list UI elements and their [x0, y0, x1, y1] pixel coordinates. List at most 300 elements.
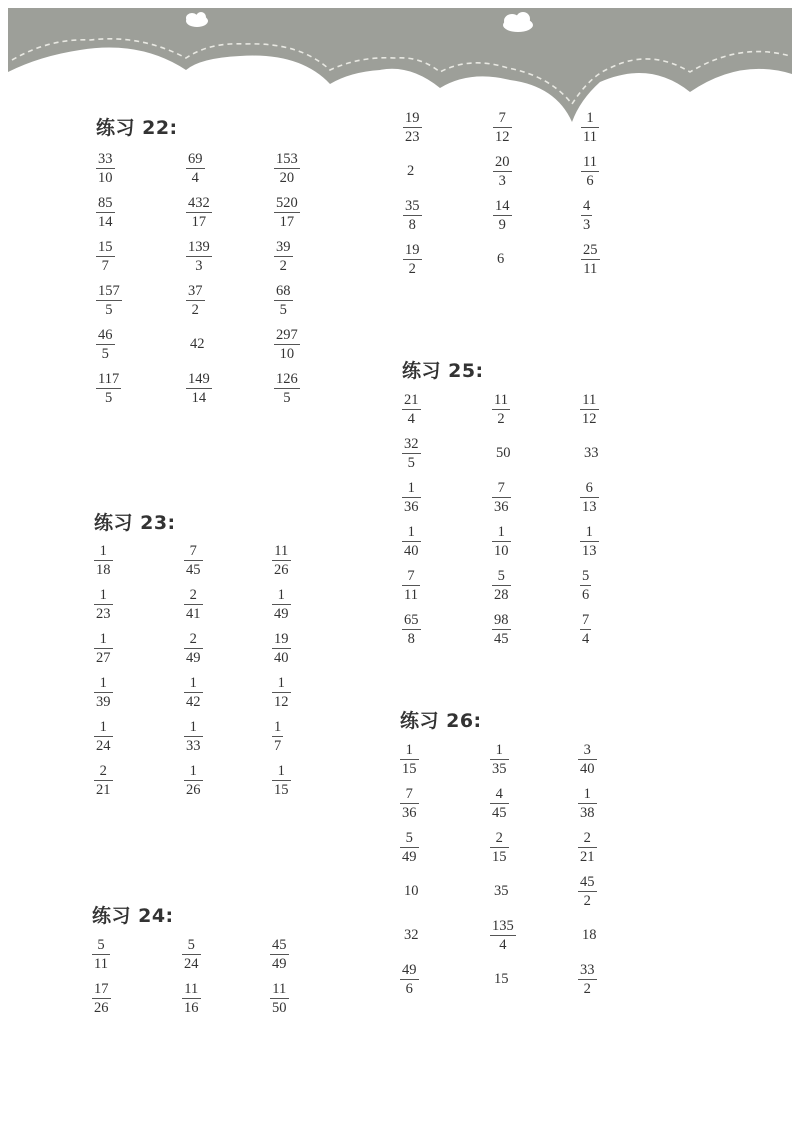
answer-item: [402, 475, 492, 519]
answer-item: [580, 607, 668, 651]
numerator: 2: [189, 586, 197, 603]
fraction: [274, 151, 300, 186]
exercise-26-answers: [400, 737, 666, 1001]
fraction: [402, 568, 420, 603]
answer-item: [96, 322, 186, 366]
fraction-bar: [274, 344, 300, 345]
numerator: 1: [99, 674, 107, 691]
fraction-bar: [403, 259, 422, 260]
answer-item: [274, 234, 362, 278]
denominator: 15: [492, 848, 507, 865]
denominator: 45: [186, 561, 201, 578]
whole-number: 2: [407, 162, 415, 179]
fraction: [402, 524, 421, 559]
fraction-bar: [578, 847, 597, 848]
answer-item: [403, 193, 493, 237]
fraction-bar: [490, 935, 516, 936]
numerator: 17: [94, 980, 109, 997]
fraction-bar: [400, 847, 419, 848]
fraction-bar: [184, 604, 203, 605]
answer-item: [490, 957, 578, 1001]
answer-item: [96, 146, 186, 190]
numerator: 2: [495, 829, 503, 846]
denominator: 20: [279, 169, 295, 186]
answer-item: [184, 538, 272, 582]
answer-item: [578, 957, 666, 1001]
numerator: 11: [184, 980, 199, 997]
denominator: 27: [96, 649, 111, 666]
numerator: 1: [189, 718, 197, 735]
denominator: 36: [494, 498, 509, 515]
fraction-bar: [186, 300, 205, 301]
denominator: 6: [582, 586, 590, 603]
fraction-bar: [186, 256, 212, 257]
fraction-bar: [186, 168, 205, 169]
fraction: [578, 742, 597, 777]
answer-item: [581, 237, 669, 281]
answer-item: [184, 626, 272, 670]
fraction: [184, 587, 203, 622]
answer-item: [96, 278, 186, 322]
answer-item: [580, 387, 668, 431]
answer-item: [96, 366, 186, 410]
denominator: 26: [94, 999, 109, 1016]
denominator: 15: [402, 760, 417, 777]
whole-number: 32: [404, 926, 419, 943]
numerator: 1: [99, 542, 107, 559]
answer-item: [186, 322, 274, 366]
answer-item: [580, 475, 668, 519]
fraction: [490, 742, 509, 777]
exercise-25-answers: [402, 387, 668, 651]
fraction: [186, 371, 212, 406]
fraction: [400, 742, 419, 777]
fraction: [403, 110, 422, 145]
denominator: 5: [101, 345, 109, 362]
exercise-24-title: 练习 24:: [92, 905, 174, 927]
fraction: [400, 786, 419, 821]
numerator: 45: [272, 936, 287, 953]
fraction-bar: [580, 409, 599, 410]
denominator: 4: [191, 169, 199, 186]
denominator: 5: [407, 454, 415, 471]
fraction: [96, 371, 121, 406]
fraction-bar: [94, 736, 113, 737]
answer-item: [578, 737, 666, 781]
exercise-23-answers: [94, 538, 360, 802]
numerator: 1: [586, 109, 594, 126]
denominator: 49: [272, 955, 287, 972]
fraction-bar: [492, 585, 511, 586]
fraction: [272, 763, 291, 798]
fraction-bar: [274, 212, 300, 213]
fraction-bar: [96, 388, 121, 389]
fraction-bar: [272, 780, 291, 781]
numerator: 11: [272, 980, 287, 997]
fraction: [402, 436, 421, 471]
answer-item: [490, 737, 578, 781]
numerator: 2: [189, 630, 197, 647]
denominator: 28: [494, 586, 509, 603]
numerator: 33: [580, 961, 595, 978]
fraction-bar: [96, 212, 115, 213]
fraction-bar: [492, 541, 511, 542]
fraction-bar: [402, 453, 421, 454]
answer-item: [490, 913, 578, 957]
fraction: [186, 195, 212, 230]
denominator: 4: [407, 410, 415, 427]
answer-item: [272, 626, 360, 670]
denominator: 23: [96, 605, 111, 622]
fraction-bar: [272, 648, 291, 649]
numerator: 7: [407, 567, 415, 584]
numerator: 520: [276, 194, 298, 211]
numerator: 39: [276, 238, 291, 255]
denominator: 41: [186, 605, 201, 622]
numerator: 1: [277, 586, 285, 603]
fraction: [403, 242, 422, 277]
answer-item: [403, 149, 493, 193]
numerator: 1: [405, 741, 413, 758]
fraction: [184, 675, 203, 710]
answer-item: [186, 366, 274, 410]
answer-item: [182, 976, 270, 1020]
denominator: 7: [274, 737, 282, 754]
numerator: 7: [405, 785, 413, 802]
denominator: 2: [583, 980, 591, 997]
answer-item: [272, 714, 360, 758]
numerator: 1: [277, 674, 285, 691]
answer-item: [274, 366, 362, 410]
answer-item: [490, 781, 578, 825]
fraction-bar: [274, 168, 300, 169]
answer-item: [492, 431, 580, 475]
fraction: [492, 524, 511, 559]
denominator: 42: [186, 693, 201, 710]
fraction: [92, 937, 110, 972]
fraction: [186, 151, 205, 186]
exercise-24-answers: [92, 932, 358, 1020]
numerator: 4: [583, 197, 591, 214]
numerator: 7: [189, 542, 197, 559]
fraction: [272, 543, 291, 578]
fraction: [92, 981, 111, 1016]
fraction: [184, 543, 203, 578]
fraction: [274, 239, 293, 274]
whole-number: 18: [582, 926, 597, 943]
denominator: 45: [492, 804, 507, 821]
denominator: 10: [279, 345, 295, 362]
answer-item: [92, 932, 182, 976]
denominator: 3: [498, 172, 506, 189]
denominator: 5: [105, 301, 113, 318]
denominator: 4: [499, 936, 507, 953]
fraction-bar: [402, 497, 421, 498]
answer-item: [272, 670, 360, 714]
numerator: 11: [583, 153, 597, 170]
denominator: 5: [283, 389, 291, 406]
fraction-bar: [581, 171, 599, 172]
fraction-bar: [581, 127, 599, 128]
denominator: 13: [582, 498, 597, 515]
fraction: [402, 392, 421, 427]
numerator: 45: [580, 873, 595, 890]
fraction-bar: [270, 998, 289, 999]
numerator: 5: [497, 567, 505, 584]
numerator: 1: [407, 479, 415, 496]
denominator: 36: [402, 804, 417, 821]
numerator: 1: [583, 785, 591, 802]
fraction: [492, 568, 511, 603]
fraction-bar: [96, 256, 115, 257]
answer-item: [402, 387, 492, 431]
answer-item: [182, 932, 270, 976]
numerator: 21: [404, 391, 419, 408]
fraction-bar: [490, 803, 509, 804]
numerator: 20: [495, 153, 510, 170]
fraction-bar: [581, 259, 600, 260]
answer-item: [400, 913, 490, 957]
numerator: 11: [582, 391, 597, 408]
answer-item: [580, 563, 668, 607]
numerator: 4: [495, 785, 503, 802]
fraction: [96, 239, 115, 274]
fraction: [270, 937, 289, 972]
denominator: 11: [404, 586, 418, 603]
fraction-bar: [578, 979, 597, 980]
whole-number: 42: [190, 335, 205, 352]
fraction-bar: [94, 604, 113, 605]
denominator: 3: [195, 257, 203, 274]
denominator: 49: [186, 649, 201, 666]
answer-item: [581, 193, 669, 237]
denominator: 10: [494, 542, 509, 559]
answer-item: [186, 234, 274, 278]
numerator: 5: [187, 936, 195, 953]
fraction: [94, 675, 113, 710]
fraction-bar: [184, 648, 203, 649]
answer-item: [581, 149, 669, 193]
answer-item: [578, 781, 666, 825]
fraction: [94, 543, 113, 578]
fraction-bar: [96, 300, 122, 301]
fraction: [274, 195, 300, 230]
denominator: 50: [272, 999, 287, 1016]
answer-item: [274, 322, 362, 366]
answer-item: [580, 431, 668, 475]
fraction-bar: [94, 648, 113, 649]
fraction-bar: [184, 560, 203, 561]
denominator: 23: [405, 128, 420, 145]
answer-item: [94, 626, 184, 670]
answer-item: [184, 582, 272, 626]
fraction-bar: [186, 388, 212, 389]
fraction: [490, 918, 516, 953]
numerator: 32: [404, 435, 419, 452]
fraction-bar: [182, 954, 201, 955]
exercise-23-title: 练习 23:: [94, 512, 176, 534]
fraction: [270, 981, 289, 1016]
denominator: 6: [586, 172, 594, 189]
denominator: 26: [274, 561, 289, 578]
answer-item: [274, 190, 362, 234]
fraction: [272, 587, 291, 622]
denominator: 15: [274, 781, 289, 798]
whole-number: 10: [404, 882, 419, 899]
fraction: [186, 283, 205, 318]
numerator: 98: [494, 611, 509, 628]
fraction: [184, 631, 203, 666]
fraction-bar: [270, 954, 289, 955]
denominator: 40: [274, 649, 289, 666]
denominator: 12: [274, 693, 289, 710]
answer-item: [402, 563, 492, 607]
answer-item: [184, 714, 272, 758]
numerator: 139: [188, 238, 210, 255]
fraction: [581, 242, 600, 277]
answer-item: [403, 237, 493, 281]
denominator: 5: [279, 301, 287, 318]
denominator: 5: [104, 389, 113, 406]
denominator: 8: [407, 630, 415, 647]
numerator: 5: [97, 936, 105, 953]
fraction: [184, 763, 203, 798]
numerator: 6: [585, 479, 593, 496]
answer-item: [186, 146, 274, 190]
fraction: [96, 151, 115, 186]
denominator: 14: [191, 389, 207, 406]
numerator: 1: [277, 762, 285, 779]
answer-item: [580, 519, 668, 563]
answer-item: [274, 146, 362, 190]
whole-number: 35: [494, 882, 509, 899]
fraction-bar: [274, 300, 293, 301]
numerator: 15: [98, 238, 113, 255]
fraction: [182, 981, 201, 1016]
answer-item: [403, 105, 493, 149]
denominator: 24: [96, 737, 111, 754]
answer-item: [400, 869, 490, 913]
numerator: 25: [583, 241, 598, 258]
answer-item: [270, 932, 358, 976]
fraction-bar: [402, 409, 421, 410]
numerator: 1: [495, 741, 503, 758]
numerator: 1: [189, 762, 197, 779]
fraction: [580, 612, 591, 647]
fraction-bar: [96, 344, 115, 345]
numerator: 33: [98, 150, 113, 167]
denominator: 36: [404, 498, 419, 515]
fraction-bar: [492, 629, 511, 630]
numerator: 68: [276, 282, 291, 299]
fraction: [186, 239, 212, 274]
fraction-bar: [272, 692, 291, 693]
denominator: 40: [404, 542, 419, 559]
fraction: [402, 612, 421, 647]
answer-item: [493, 237, 581, 281]
numerator: 153: [276, 150, 298, 167]
fraction-bar: [400, 803, 419, 804]
fraction: [272, 675, 291, 710]
fraction-bar: [402, 585, 420, 586]
denominator: 11: [583, 260, 598, 277]
fraction-bar: [92, 998, 111, 999]
fraction: [184, 719, 203, 754]
fraction: [581, 110, 599, 145]
whole-number: 15: [494, 970, 509, 987]
fraction: [578, 874, 597, 909]
fraction-bar: [274, 388, 300, 389]
numerator: 432: [188, 194, 210, 211]
numerator: 49: [402, 961, 417, 978]
answer-item: [492, 607, 580, 651]
fraction-bar: [578, 891, 597, 892]
answer-item: [492, 519, 580, 563]
fraction: [182, 937, 201, 972]
answer-item: [402, 519, 492, 563]
answer-item: [184, 670, 272, 714]
answer-item: [492, 475, 580, 519]
answer-item: [270, 976, 358, 1020]
answer-item: [400, 957, 490, 1001]
denominator: 49: [402, 848, 417, 865]
numerator: 1: [585, 523, 593, 540]
answer-item: [402, 607, 492, 651]
denominator: 38: [580, 804, 595, 821]
numerator: 157: [98, 282, 120, 299]
numerator: 3: [583, 741, 591, 758]
fraction: [490, 830, 509, 865]
answer-item: [400, 737, 490, 781]
denominator: 49: [274, 605, 289, 622]
answer-item: [493, 193, 581, 237]
fraction: [581, 154, 599, 189]
fraction-bar: [403, 215, 422, 216]
fraction-bar: [492, 409, 510, 410]
fraction: [493, 154, 512, 189]
answer-item: [493, 105, 581, 149]
fraction-bar: [272, 560, 291, 561]
numerator: 5: [405, 829, 413, 846]
denominator: 9: [498, 216, 506, 233]
fraction-bar: [578, 803, 597, 804]
answer-item: [578, 913, 666, 957]
fraction-bar: [493, 215, 512, 216]
denominator: 2: [191, 301, 199, 318]
answer-item: [186, 190, 274, 234]
exercise-22-title: 练习 22:: [96, 117, 178, 139]
numerator: 7: [497, 479, 505, 496]
denominator: 3: [583, 216, 591, 233]
fraction-bar: [272, 604, 291, 605]
fraction: [96, 195, 115, 230]
numerator: 37: [188, 282, 203, 299]
answer-item: [490, 825, 578, 869]
numerator: 11: [494, 391, 508, 408]
answer-item: [274, 278, 362, 322]
header-banner: [0, 0, 800, 130]
fraction: [492, 392, 510, 427]
fraction-bar: [580, 541, 599, 542]
numerator: 1: [189, 674, 197, 691]
denominator: 8: [408, 216, 416, 233]
answer-item: [96, 234, 186, 278]
fraction-bar: [184, 736, 203, 737]
denominator: 33: [186, 737, 201, 754]
fraction-bar: [184, 780, 203, 781]
numerator: 19: [405, 109, 420, 126]
numerator: 35: [405, 197, 420, 214]
